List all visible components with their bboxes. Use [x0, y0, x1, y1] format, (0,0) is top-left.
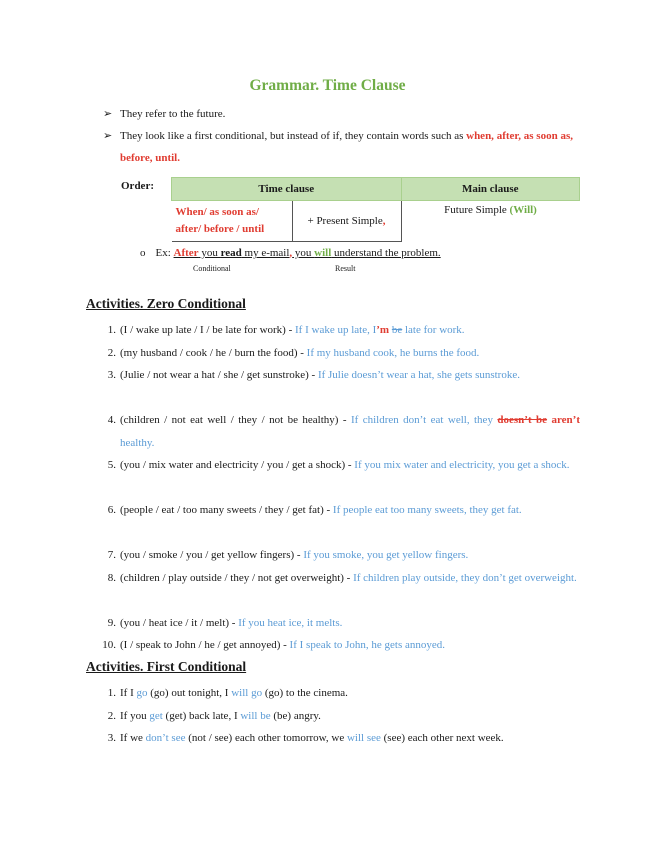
list-item: 1. (I / wake up late / I / be late for work) - If I wake up late, I’m be late for work. [107, 324, 465, 336]
list-item: 7. (you / smoke / you / get yellow fingers) - If you smoke, you get yellow fingers. [107, 549, 469, 561]
list-item: 3. If we don’t see (not / see) each other tomorrow, we will see (see) each other next week. [107, 732, 504, 744]
page-title: Grammar. Time Clause [249, 77, 406, 94]
time-clause-header: Time clause [172, 178, 402, 201]
present-simple-cell: + Present Simple, [292, 201, 401, 242]
rule-1: They refer to the future. [120, 108, 226, 120]
list-item: 8. (children / play outside / they / not get overweight) - If children play outside, they don’t get overweight. [107, 572, 577, 584]
list-item: 2. If you get (get) back late, I will be (be) angry. [107, 710, 321, 722]
list-item: 6. (people / eat / too many sweets / they / get fat) - If people eat too many sweets, they get fat. [107, 504, 522, 516]
main-clause-header: Main clause [401, 178, 580, 201]
conditional-label: Conditional [193, 264, 231, 273]
first-conditional-heading: Activities. First Conditional [86, 659, 247, 674]
order-table [171, 177, 580, 242]
arrow-bullet-icon: ➢ [103, 108, 113, 120]
list-item: 4. (children / not eat well / they / not be healthy) - If children don’t eat well, they doesn’t be aren’t healthy. [107, 414, 580, 449]
list-item: 9. (you / heat ice / it / melt) - If you heat ice, it melts. [107, 617, 343, 629]
list-item: 10. (I / speak to John / he / get annoyed) - If I speak to John, he gets annoyed. [102, 639, 446, 651]
time-words: When/ as soon as/ after/ before / until [172, 201, 293, 242]
example-sentence: o Ex: After you read my e-mail, you will understand the problem. [140, 247, 441, 259]
result-label: Result [335, 264, 356, 273]
list-item: 3. (Julie / not wear a hat / she / get sunstroke) - If Julie doesn’t wear a hat, she gets sunstroke. [107, 369, 520, 381]
zero-conditional-heading: Activities. Zero Conditional [86, 296, 246, 311]
rule-2: They look like a first conditional, but instead of if, they contain words such as when, after, as soon as, before, until. [120, 130, 573, 164]
list-item: 5. (you / mix water and electricity / you / get a shock) - If you mix water and electricity, you get a shock. [107, 459, 570, 471]
order-label: Order: [121, 180, 154, 192]
arrow-bullet-icon: ➢ [103, 130, 113, 142]
list-item: 1. If I go (go) out tonight, I will go (go) to the cinema. [107, 687, 348, 699]
future-simple-cell: Future Simple (Will) [444, 204, 537, 216]
list-item: 2. (my husband / cook / he / burn the food) - If my husband cook, he burns the food. [107, 347, 480, 359]
